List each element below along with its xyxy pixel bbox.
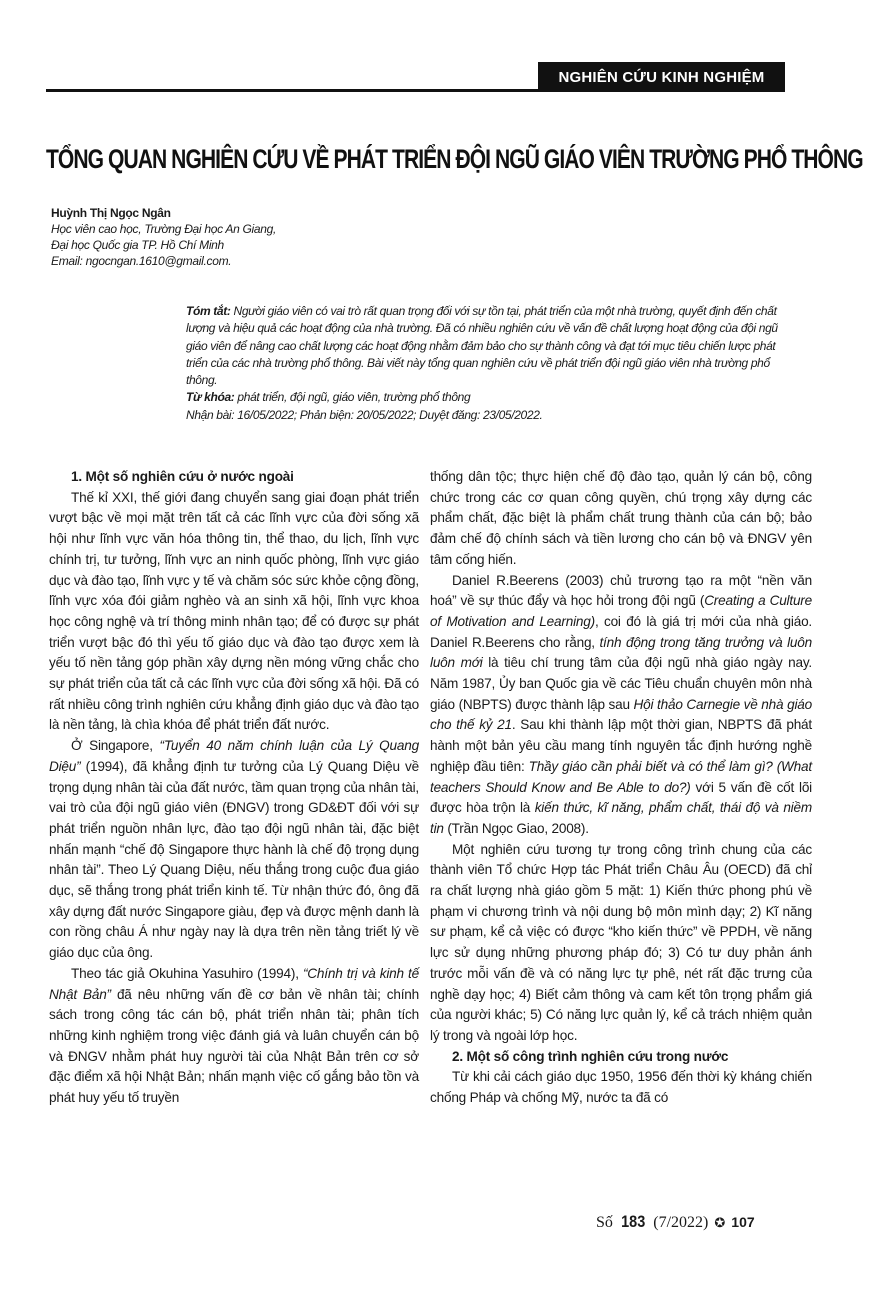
italic-text: Thầy giáo cần phải biết và có thể làm gì? (What teachers Should Know and Be Able to do?) xyxy=(430,758,812,795)
author-affiliation: Đại học Quốc gia TP. Hồ Chí Minh xyxy=(51,238,224,252)
section-heading: 1. Một số nghiên cứu ở nước ngoài xyxy=(71,469,294,484)
right-column xyxy=(430,467,812,1109)
italic-text: kiến thức, kĩ năng, phẩm chất, thái độ và niềm tin xyxy=(430,800,812,836)
abstract-text: Người giáo viên có vai trò rất quan trọng đối với sự tồn tại, phát triển của một nhà trường, quyết định đến chất lượng và hiệu quả các hoạt động của nhà trường. Đã có nhiều nghiên cứu về vấn đề chất lượng hoạt động của đội ngũ giáo viên để nâng cao chất lượng các hoạt động nhằm đảm bảo cho sự thành công và đạt tới mục tiêu chiến lược phát triển của các nhà trường phổ thông. Bài viết này tổng quan nghiên cứu về phát triển đội ngũ giáo viên nhà trường phổ thông. xyxy=(186,304,778,388)
text: đã nêu những vấn đề cơ bản về nhân tài; chính sách trong công tác cán bộ, phát triển nhân tài; phân tích những kinh nghiệm trong việc đánh giá và luân chuyển cán bộ và ĐNGV nhằm phát huy người tài của Nhật Bản trên cơ sở đặc điểm xã hội Nhật Bản; nhấn mạnh việc cố gắng bảo tồn và phát huy yếu tố truyền xyxy=(49,986,420,1106)
text: Theo tác giả Okuhina Yasuhiro (1994), xyxy=(71,965,303,981)
article-dates: Nhận bài: 16/05/2022; Phản biện: 20/05/2022; Duyệt đăng: 23/05/2022. xyxy=(186,407,543,422)
text: . Sau khi thành lập một thời gian, NBPTS đã phát hành một bản yêu cầu mang tính nguyên tắc định hướng nghề nghiệp đầu tiên: xyxy=(430,717,812,774)
text: với 5 vấn đề cốt lõi được hòa trộn là xyxy=(430,779,812,816)
section-heading: 2. Một số công trình nghiên cứu trong nước xyxy=(452,1048,729,1064)
abstract xyxy=(186,303,786,424)
author-block xyxy=(51,205,276,269)
italic-text: Creating a Culture of Motivation and Learning) xyxy=(430,593,812,629)
paragraph: Một nghiên cứu tương tự trong công trình chung của các thành viên Tổ chức Hợp tác Phát triển Châu Âu (OECD) đã chỉ ra chất lượng nhà giáo gồm 5 mặt: 1) Kiến thức phong phú về phạm vi chương trình và nội dung bộ môn mình dạy; 2) Kĩ năng sư phạm, kể cả việc có được “kho kiến thức” về PPDH, về năng lực sử dụng những phương pháp đó; 3) Có tư duy phản ánh trước mỗi vấn đề và có năng lực tự phê, nét rất đặc trưng của nghề dạy học; 4) Biết cảm thông và cam kết tôn trọng phẩm giá của người khác; 5) Có năng lực quản lý, kể cả trách nhiệm quản lý trong và ngoài lớp học. xyxy=(430,841,812,1043)
abstract-body xyxy=(186,303,786,389)
text: Daniel R.Beerens (2003) chủ trương tạo ra một “nền văn hoá” về sự thúc đẩy và học hỏi trong đội ngũ ( xyxy=(430,572,812,609)
text: , coi đó là giá trị mới của nhà giáo. Daniel R.Beerens cho rằng, xyxy=(430,613,813,650)
article-title: TỔNG QUAN NGHIÊN CỨU VỀ PHÁT TRIỂN ĐỘI NGŨ GIÁO VIÊN TRƯỜNG PHỔ THÔNG xyxy=(46,144,863,174)
text: (Trần Ngọc Giao, 2008). xyxy=(443,820,589,836)
paragraph xyxy=(49,964,419,1109)
star-icon: ✪ xyxy=(714,1215,726,1230)
book-title: “Tuyển 40 năm chính luận của Lý Quang Diệu” xyxy=(49,738,419,774)
issue-number: 183 xyxy=(621,1212,646,1231)
author-name: Huỳnh Thị Ngọc Ngân xyxy=(51,206,171,220)
text: là tiêu chí trung tâm của đội ngũ nhà giáo ngày nay. Năm 1987, Ủy ban Quốc gia về các Tiêu chuẩn chuyên môn nhà giáo (NBPTS) được thành lập sau xyxy=(430,655,812,712)
paragraph: Thế kỉ XXI, thế giới đang chuyển sang giai đoạn phát triển vượt bậc về mọi mặt trên tất cả các lĩnh vực của đời sống xã hội như lĩnh vực văn hóa thông tin, thể thao, du lịch, lĩnh vực chính trị, tư tưởng, lĩnh vực an ninh quốc phòng, lĩnh vực giáo dục và đào tạo, lĩnh vực y tế và chăm sóc sức khỏe cộng đồng, lĩnh vực xóa đói giảm nghèo và an sinh xã hội, lĩnh vực khoa học công nghệ và trí thông minh nhân tạo; để có được sự phát triển vượt bậc đó thì yếu tố giáo dục và đào tạo được xem là yếu tố nền tảng góp phần xây dựng nền móng vững chắc cho sự phát triển của tất cả các lĩnh vực của đời sống xã hội. Đã có rất nhiều công trình nghiên cứu khẳng định giáo dục và đào tạo là nền tảng, là chìa khóa để phát triển đất nước. xyxy=(49,489,419,733)
abstract-label: Tóm tắt: xyxy=(186,304,231,318)
author-email: Email: ngocngan.1610@gmail.com. xyxy=(51,254,232,268)
keywords xyxy=(186,389,786,406)
issue-date: (7/2022) xyxy=(653,1214,709,1231)
header-rule xyxy=(46,89,540,92)
italic-text: tính động trong tăng trưởng và luôn luôn mới xyxy=(430,634,812,671)
paragraph: thống dân tộc; thực hiện chế độ đào tạo, quản lý cán bộ, công chức trong các cơ quan công quyền, chú trọng xây dựng các phẩm chất, đặc biệt là phẩm chất trung thành của cán bộ; bảo đảm chế độ chính sách và tiền lương cho cán bộ và ĐNGV yên tâm cống hiến. xyxy=(430,469,812,567)
keywords-text: phát triển, đội ngũ, giáo viên, trường phổ thông xyxy=(234,390,471,405)
italic-text: Hội thảo Carnegie về nhà giáo cho thế kỷ 21 xyxy=(430,696,812,733)
paragraph: Từ khi cải cách giáo dục 1950, 1956 đến thời kỳ kháng chiến chống Pháp và chống Mỹ, nước ta đã có xyxy=(430,1069,812,1106)
page-number: 107 xyxy=(731,1214,755,1230)
issue-prefix: Số xyxy=(596,1214,613,1231)
author-affiliation: Học viên cao học, Trường Đại học An Giang, xyxy=(51,222,277,236)
text: (1994), đã khẳng định tư tưởng của Lý Quang Diệu về trọng dụng nhân tài của đất nước, tầm quan trọng của nhân tài, vai trò của đội ngũ giáo viên (ĐNGV) trong GD&ĐT đối với sự phát triển nguồn nhân lực, đào tạo đội ngũ nhân tài, đặc biệt nhấn mạnh “chế độ Singapore thực hành là chế độ trọng dụng nhân tài”. Theo Lý Quang Diệu, nếu thắng trong cuộc đua giáo dục, sẽ thắng trong phát triển kinh tế. Từ nhận thức đó, ông đã xây dựng đất nước Singapore giàu, đẹp và được mệnh danh là con rồng châu Á như ngày nay là dựa trên nền tảng triết lý về giáo dục của ông. xyxy=(49,758,419,961)
paragraph xyxy=(430,571,812,840)
page-footer xyxy=(596,1212,755,1232)
left-column xyxy=(49,467,419,1109)
paragraph xyxy=(49,736,419,964)
book-title: “Chính trị và kinh tế Nhật Bản” xyxy=(49,965,419,1002)
section-label: NGHIÊN CỨU KINH NGHIỆM xyxy=(538,62,785,92)
text: Ở Singapore, xyxy=(71,738,160,754)
keywords-label: Từ khóa: xyxy=(186,390,235,405)
